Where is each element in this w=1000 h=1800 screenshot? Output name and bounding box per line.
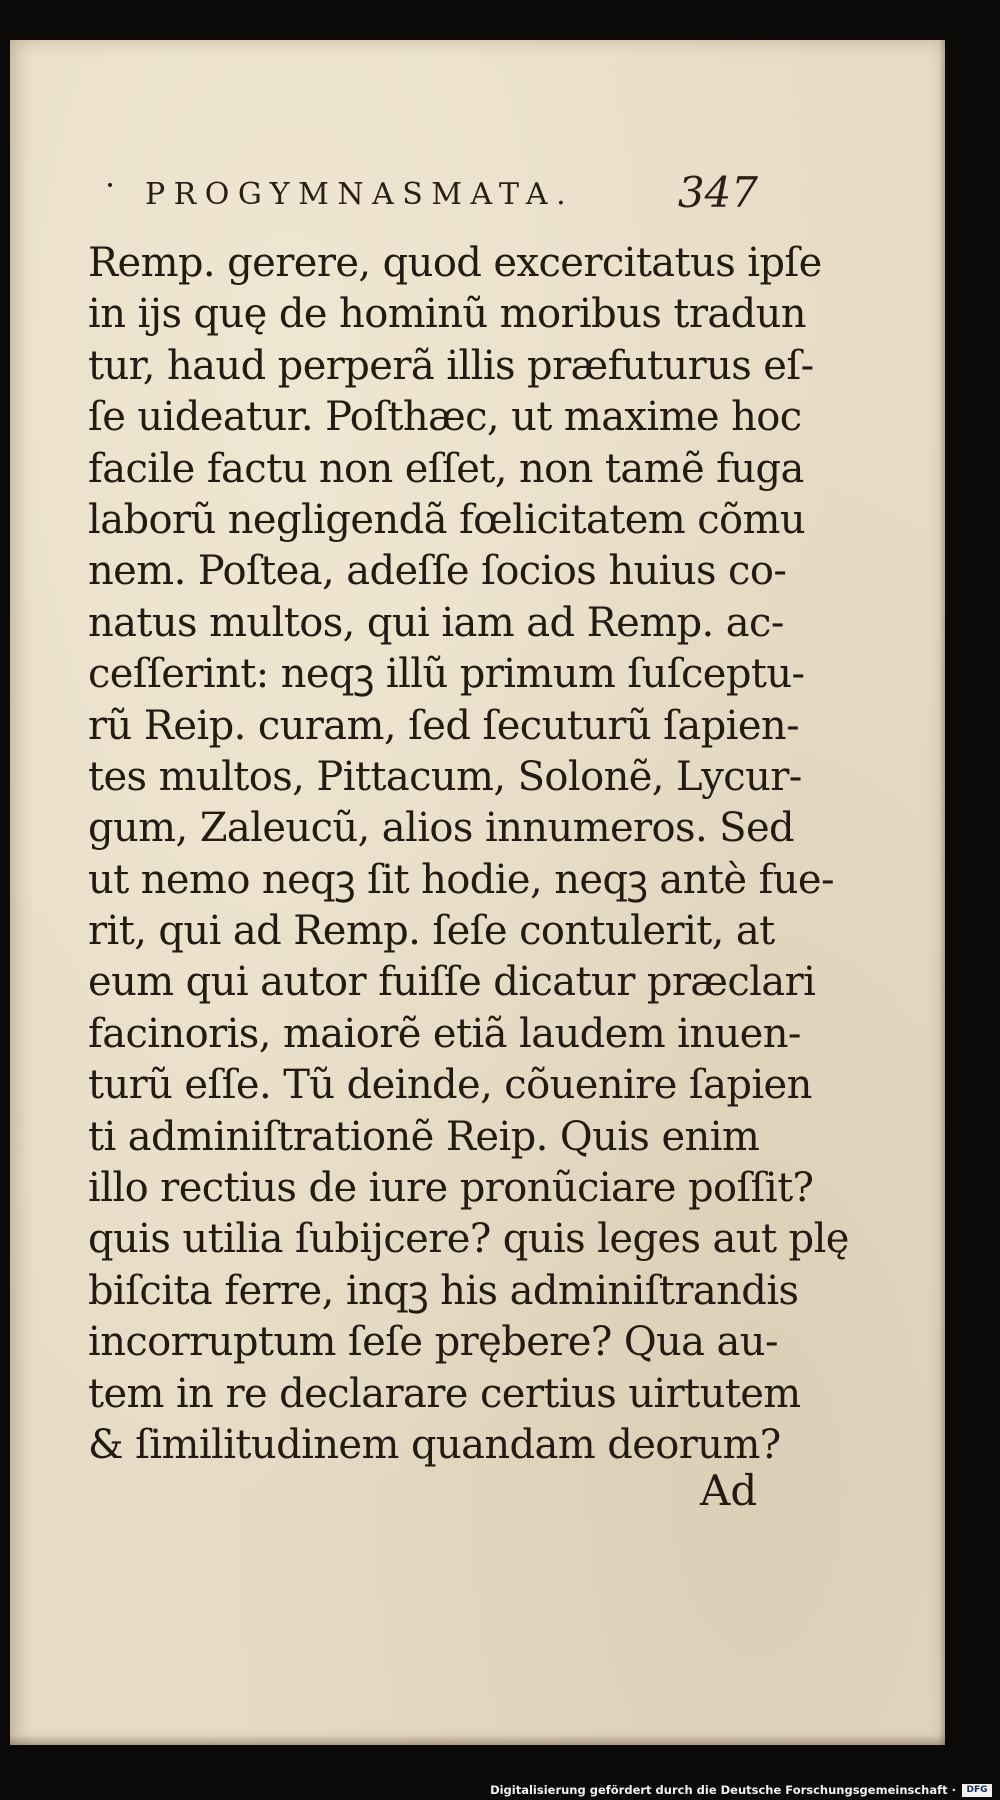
text-line: facinoris, maiorẽ etiã laudem inuen- xyxy=(88,1010,801,1057)
text-line: biſcita ferre, inqꝫ his adminiſtrandis xyxy=(88,1267,799,1314)
text-line: rũ Reip. curam, ſed ſecuturũ ſapien- xyxy=(88,702,799,749)
text-line: ceſſerint: neqꝫ illũ primum ſuſceptu- xyxy=(88,651,805,698)
running-head-dot: · xyxy=(105,166,116,204)
text-line: turũ eſſe. Tũ deinde, cõuenire ſapien xyxy=(88,1062,812,1109)
text-line: tes multos, Pittacum, Solonẽ, Lycur- xyxy=(88,753,802,800)
text-line: gum, Zaleucũ, alios innumeros. Sed xyxy=(88,805,795,852)
running-head xyxy=(105,152,770,217)
running-head-title: PROGYMNASMATA. xyxy=(145,177,575,212)
text-line: laborũ negligendã fœlicitatem cõmu xyxy=(88,496,805,543)
text-line: facile factu non eſſet, non tamẽ fuga xyxy=(88,445,804,492)
catchword: Ad xyxy=(700,1466,758,1515)
text-line: quis utilia ſubijcere? quis leges aut plę xyxy=(88,1216,849,1263)
text-line: natus multos, qui iam ad Remp. ac- xyxy=(88,599,784,646)
text-line: incorruptum ſeſe prębere? Qua au- xyxy=(88,1319,778,1366)
funding-attribution: Digitalisierung gefördert durch die Deutsche Forschungsgemeinschaft · xyxy=(490,1782,956,1797)
text-line: tur, haud perperã illis præfuturus eſ- xyxy=(88,342,814,389)
book-page xyxy=(10,40,945,1745)
page-bottom-shadow xyxy=(10,1735,945,1745)
text-line: & ſimilitudinem quandam deorum? xyxy=(88,1421,781,1468)
text-line: eum qui autor fuiſſe dicatur præclari xyxy=(88,959,816,1006)
text-line: ti adminiſtrationẽ Reip. Quis enim xyxy=(88,1113,760,1160)
text-line: tem in re declarare certius uirtutem xyxy=(88,1370,801,1417)
text-line: ſe uideatur. Poſthæc, ut maxime hoc xyxy=(88,394,802,441)
text-line: illo rectius de iure pronũciare poſſit? xyxy=(88,1165,814,1212)
text-line: in ijs quę de hominũ moribus tradun xyxy=(88,291,806,338)
text-line: ut nemo neqꝫ ſit hodie, neqꝫ antè fue- xyxy=(88,856,834,903)
body-text xyxy=(88,238,849,1471)
text-line: Remp. gerere, quod excercitatus ipſe xyxy=(88,240,822,286)
dfg-logo: DFG xyxy=(962,1784,992,1797)
page-edge xyxy=(939,40,945,1745)
page-number: 347 xyxy=(677,168,758,217)
text-line: nem. Poſtea, adeſſe ſocios huius co- xyxy=(88,548,787,595)
text-line: rit, qui ad Remp. ſeſe contulerit, at xyxy=(88,908,775,955)
